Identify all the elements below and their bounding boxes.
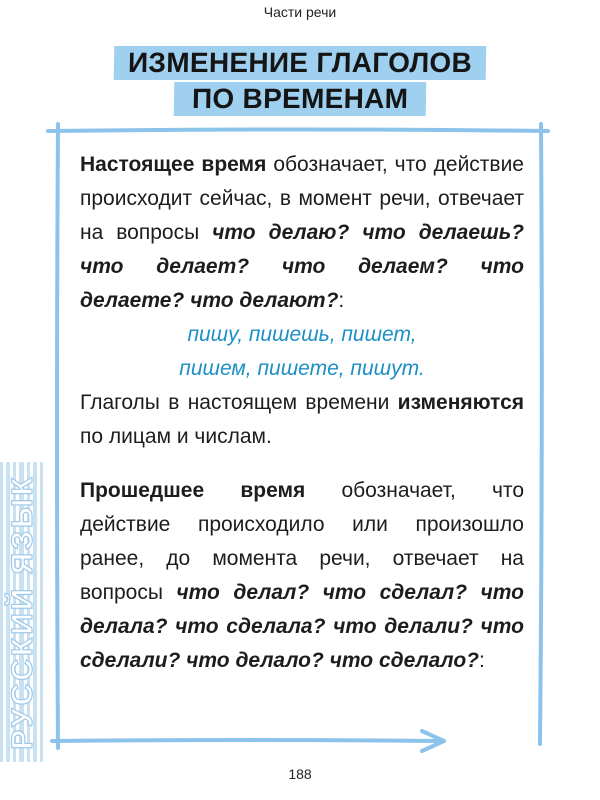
frame-top-edge: [48, 130, 548, 132]
present-term: Настоящее время: [80, 153, 267, 176]
example-line-1: пишу, пишешь, пишет,: [187, 323, 417, 346]
example-line-2: пишем, пишете, пишут.: [179, 357, 425, 380]
present-def-text: обозначает, что действие происходит сейчас, в момент речи, отвечает на вопросы: [80, 153, 524, 244]
past-def-text: обозначает, что действие происходило или произошло ранее, до момента речи, отвечает на вопросы: [80, 479, 524, 604]
page-number: 188: [288, 766, 312, 782]
past-term: Прошедшее время: [80, 479, 306, 502]
frame-left-edge: [57, 124, 58, 748]
present-rule-a: Глаголы в настоящем времени: [80, 391, 398, 414]
frame-right-edge: [540, 124, 542, 744]
present-definition: [80, 148, 524, 318]
present-examples: [80, 318, 524, 386]
present-rule: [80, 386, 524, 454]
present-rule-bold: изменяются: [397, 391, 524, 414]
present-questions: что делаю? что делаешь? что делает? что делаем? что делаете? что делают?: [80, 221, 525, 312]
present-rule-b: по лицам и числам.: [80, 425, 272, 448]
section-gap: [80, 454, 524, 474]
present-colon: :: [338, 289, 345, 312]
past-colon: :: [478, 649, 485, 672]
content-body: [80, 148, 524, 678]
section-header: Части речи: [263, 4, 337, 20]
side-tab-label: РУССКИЙ ЯЗЫК: [6, 474, 39, 750]
title-line-1: ИЗМЕНЕНИЕ ГЛАГОЛОВ: [114, 46, 487, 80]
past-questions: что делал? что сделал? что делала? что сделала? что делали? что сделали? что делало? что сделало?: [80, 581, 524, 672]
frame-bottom-edge: [52, 740, 440, 741]
past-definition: [80, 474, 524, 678]
title-line-2: ПО ВРЕМЕНАМ: [174, 82, 427, 116]
